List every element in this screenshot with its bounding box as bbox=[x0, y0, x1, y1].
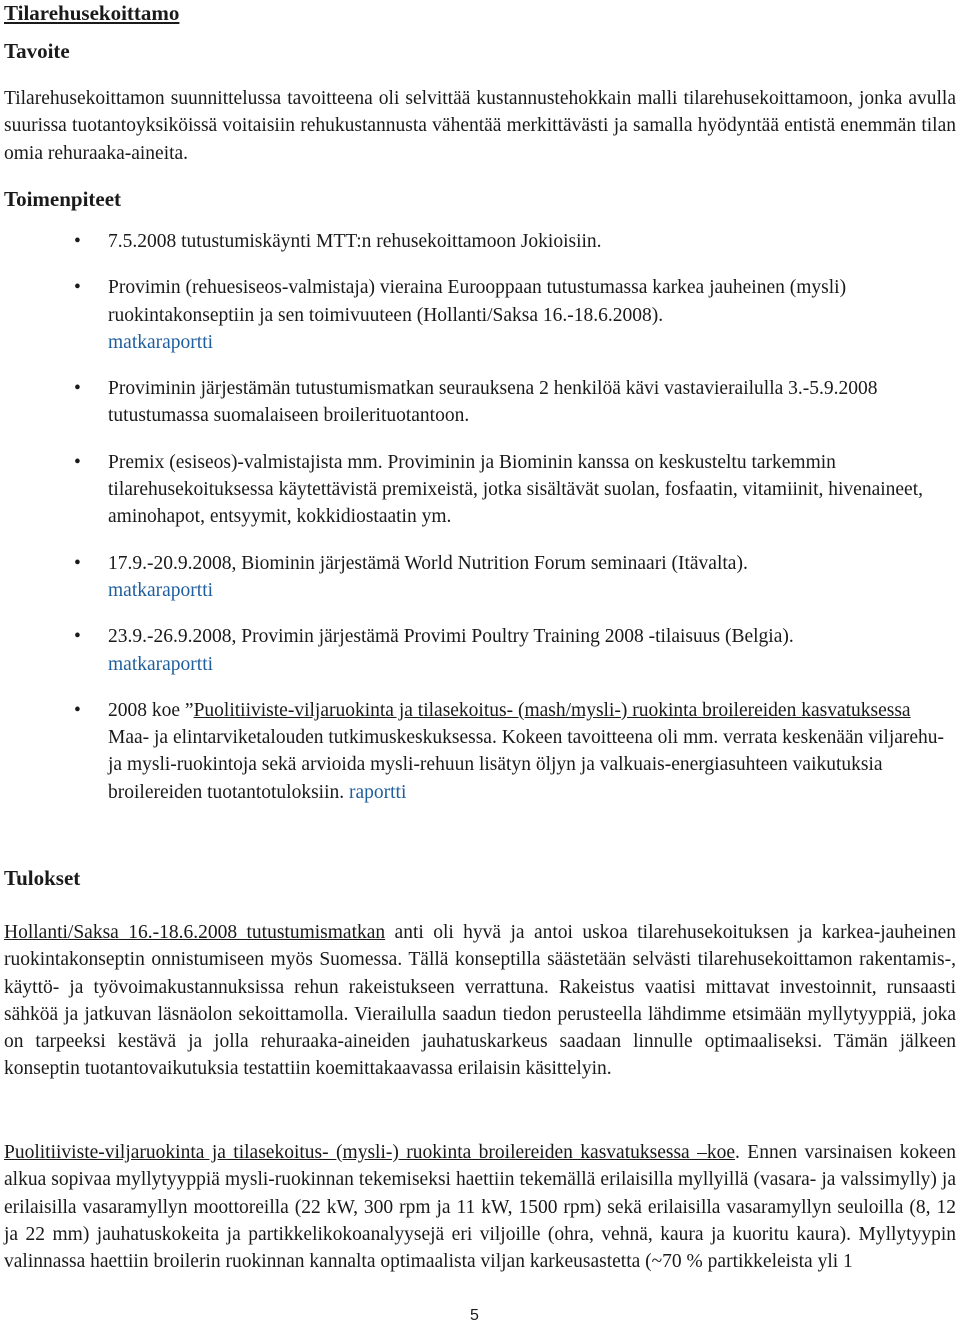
heading-toimenpiteet: Toimenpiteet bbox=[4, 187, 122, 211]
heading-tavoite: Tavoite bbox=[4, 39, 70, 63]
document-title: Tilarehusekoittamo bbox=[4, 1, 180, 25]
matkaraportti-link[interactable]: matkaraportti bbox=[108, 653, 214, 675]
matkaraportti-link[interactable]: matkaraportti bbox=[108, 331, 214, 353]
bullet-icon: • bbox=[74, 231, 81, 252]
bullet-icon: • bbox=[74, 552, 81, 574]
koe-title-link[interactable]: Puolitiiviste-viljaruokinta ja tilasekoitus- (mash/mysli-) ruokinta broilereiden kasvatuksessa bbox=[193, 699, 911, 721]
matkaraportti-link[interactable]: matkaraportti bbox=[108, 579, 214, 601]
tavoite-paragraph: Tilarehusekoittamon suunnittelussa tavoitteena oli selvittää kustannustehokkain malli tilarehusekoittamoon, jonka avulla suurissa tuotantoyksiköissä voitaisiin rehukustannusta vähentää merkittävästi ja samalla hyödyntää entistä enemmän tilan omia rehuraaka-aineita. bbox=[4, 88, 956, 164]
matka-link[interactable]: Hollanti/Saksa 16.-18.6.2008 tutustumismatkan bbox=[4, 922, 386, 943]
list-item: • Provimin (rehuesiseos-valmistaja) vieraina Eurooppaan tutustumassa karkea jauheinen (mysli) ruokintakonseptiin ja sen toimivuuteen (Hollanti/Saksa 16.-18.6.2008). matkaraportti bbox=[4, 274, 956, 356]
raportti-link[interactable]: raportti bbox=[349, 781, 407, 803]
bullet-icon: • bbox=[74, 451, 81, 473]
list-item: • Proviminin järjestämän tutustumismatkan seurauksena 2 henkilöä kävi vastavierailulla 3.-5.9.2008 tutustumassa suomalaiseen broilerituotantoon. bbox=[4, 375, 956, 430]
toimenpiteet-list bbox=[4, 228, 956, 825]
heading-tulokset: Tulokset bbox=[4, 866, 81, 890]
bullet-icon: • bbox=[74, 378, 81, 400]
tulokset-paragraph-1: Hollanti/Saksa 16.-18.6.2008 tutustumismatkan anti oli hyvä ja antoi uskoa tilarehusekoituksen ja karkea-jauheinen ruokintakonseptin onnistumiseen myös Suomessa. Tällä konseptilla säästetään selvästi tilarehusekoittamon rakentamis-, käyttö- ja työvoimakustannuksissa rehun rakeistukseen verrattuna. Rakeistus vaatisi mittavat investoinnit, runsaasti sähköä ja jatkuvan läsnäolon sekoittamolla. Vierailulla saadun tiedon perusteella lähdimme etsimään myllytyyppiä, joka on tarpeeksi kestävä ja jolla rehuraaka-aineiden jauhatuskarkeus saadaan linnulle optimaaliseksi. Tämän jälkeen konseptin tuotantovaikutuksia testattiin koemittakaavassa erilaisin käsittelyin. bbox=[4, 922, 956, 1080]
page-number: 5 bbox=[470, 1307, 479, 1324]
tulokset-paragraph-2: Puolitiiviste-viljaruokinta ja tilasekoitus- (mysli-) ruokinta broilereiden kasvatuksessa –koe. Ennen varsinaisen kokeen alkua sopivaa myllytyyppiä mysli-ruokinnan tekemiseksi haettiin tekemällä erilaisilla myllyillä (vasara- ja valssimylly) ja erilaisilla vasaramyllyn moottoreilla (22 kW, 300 rpm ja 11 kW, 1500 rpm) sekä erilaisilla vasaramyllyn seuloilla (8, 12 ja 22 mm) jauhatuskokeita ja partikkelikokoanalyysejä eri viljoille (ohra, vehnä, kaura ja kuoritu kaura). Myllytyypin valinnassa haettiin broilerin ruokinnan kannalta optimaalista viljan karkeusastetta (~70 % partikkeleista yli 1 bbox=[4, 1142, 956, 1273]
koe-link[interactable]: Puolitiiviste-viljaruokinta ja tilasekoitus- (mysli-) ruokinta broilereiden kasvatuksessa –koe bbox=[4, 1142, 736, 1163]
list-item: • Premix (esiseos)-valmistajista mm. Proviminin ja Biominin kanssa on keskusteltu tarkemmin tilarehusekoituksessa käytettävistä premixeistä, jotka sisältävät suolan, fosfaatin, vitamiinit, hivenaineet, aminohapot, entsyymit, kokkidiostaatin ym. bbox=[4, 449, 956, 531]
bullet-icon: • bbox=[74, 626, 81, 648]
bullet-icon: • bbox=[74, 277, 81, 299]
list-item: • 2008 koe ”Puolitiiviste-viljaruokinta ja tilasekoitus- (mash/mysli-) ruokinta broilereiden kasvatuksessa Maa- ja elintarviketalouden tutkimuskeskuksessa. Kokeen tavoitteena oli mm. verrata keskenään viljarehu- ja mysli-ruokintoja sekä arvioida mysli-rehuun lisätyn öljyn ja valkuais-energiasuhteen vaikutuksia broilereiden tuotantotuloksiin. raportti bbox=[4, 697, 956, 806]
list-item: • 17.9.-20.9.2008, Biominin järjestämä World Nutrition Forum seminaari (Itävalta). matkaraportti bbox=[4, 550, 956, 605]
list-item: • 23.9.-26.9.2008, Provimin järjestämä Provimi Poultry Training 2008 -tilaisuus (Belgia). matkaraportti bbox=[4, 623, 956, 678]
bullet-icon: • bbox=[74, 699, 81, 721]
list-item: • 7.5.2008 tutustumiskäynti MTT:n rehusekoittamoon Jokioisiin. bbox=[4, 228, 956, 255]
